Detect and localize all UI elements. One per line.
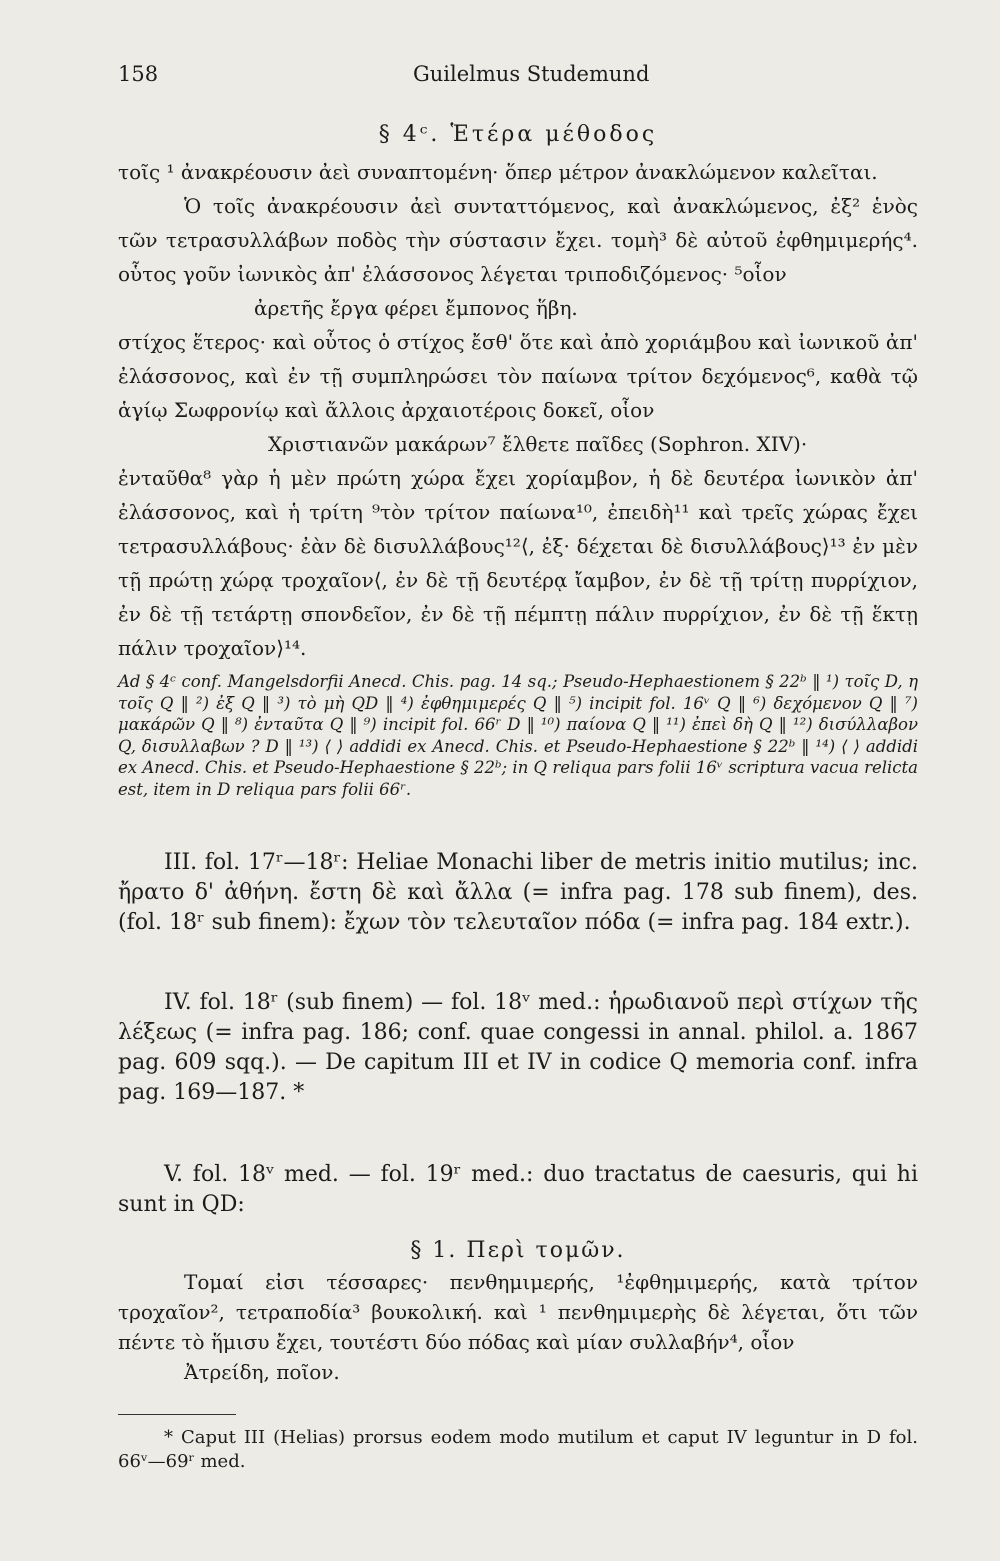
verse-quotation: ἀρετῆς ἔργα φέρει ἔμπονος ἥβη.: [254, 296, 578, 320]
verse-quotation: Ἀτρείδη, ποῖον.: [184, 1360, 340, 1384]
part-v: [118, 1160, 918, 1220]
footnote: [118, 1426, 918, 1474]
greek-paragraph: Ὁ τοῖς ἀνακρέουσιν ἀεὶ συνταττόμενος, καὶ ἀνακλώμενος, ἐξ² ἑνὸς τῶν τετρασυλλάβων ποδὸς τὴν σύστασιν ἔχει. τομὴ³ δὲ αὐτοῦ ἐφθημιμερής⁴. οὗτος γοῦν ἰωνικὸς ἀπ' ἐλάσσονος λέγεται τριποδιζόμενος· ⁵οἷον: [118, 194, 918, 286]
greek-paragraph: Τομαί εἰσι τέσσαρες· πενθημιμερής, ¹ἐφθημιμερής, κατὰ τρίτον τροχαῖον², τετραποδία³ βουκολική. καὶ ¹ πενθημιμερὴς δὲ λέγεται, ὅτι τῶν πέντε τὸ ἥμισυ ἔχει, τουτέστι δύο πόδας καὶ μίαν συλλαβήν⁴, οἷον: [118, 1270, 918, 1354]
apparatus-text: Ad § 4ᶜ conf. Mangelsdorfii Anecd. Chis. pag. 14 sq.; Pseudo-Hephaestionem § 22ᵇ ‖ ¹) τοῖς D, η τοῖς Q ‖ ²) ἐξ Q ‖ ³) τὸ μὴ QD ‖ ⁴) ἐφθημιμερές Q ‖ ⁵) incipit fol. 16ᵛ Q ‖ ⁶) δεχόμενον Q ‖ ⁷) μακάρῶν Q ‖ ⁸) ἐνταῦτα Q ‖ ⁹) incipit fol. 66ʳ D ‖ ¹⁰) παίονα Q ‖ ¹¹) ἐπεὶ δὴ Q ‖ ¹²) δισύλλαβον Q, δισυλλαβων ? D ‖ ¹³) ⟨ ⟩ addidi ex Anecd. Chis. et Pseudo-Hephaestione § 22ᵇ ‖ ¹⁴) ⟨ ⟩ addidi ex Anecd. Chis. et Pseudo-Hephaestione § 22ᵇ; in Q reliqua pars folii 16ᵛ scriptura vacua relicta est, item in D reliqua pars folii 66ʳ.: [118, 672, 919, 799]
part-iii-text: III. fol. 17ʳ—18ʳ: Heliae Monachi liber de metris initio mutilus; inc. ἤρατο δ' ἀθήνη. ἔστη δὲ καὶ ἄλλα (= infra pag. 178 sub finem), des. (fol. 18ʳ sub finem): ἔχων τὸν τελευταῖον πόδα (= infra pag. 184 extr.).: [118, 850, 918, 935]
part-v-text: V. fol. 18ᵛ med. — fol. 19ʳ med.: duo tractatus de caesuris, qui hi sunt in QD:: [118, 1162, 918, 1217]
section-1-title: § 1. Περὶ τομῶν.: [410, 1238, 626, 1263]
greek-line: τοῖς ¹ ἀνακρέουσιν ἀεὶ συναπτομένη· ὅπερ μέτρον ἀνακλώμενον καλεῖται.: [118, 160, 878, 184]
footnote-rule: [118, 1414, 236, 1415]
page-number: 158: [118, 62, 159, 86]
greek-paragraph: ἐνταῦθα⁸ γὰρ ἡ μὲν πρώτη χώρα ἔχει χορίαμβον, ἡ δὲ δευτέρα ἰωνικὸν ἀπ' ἐλάσσονος, καὶ ἡ τρίτη ⁹τὸν τρίτον παίωνα¹⁰, ἐπειδὴ¹¹ καὶ τρεῖς χώρας ἔχει τετρασυλλάβους· ἐὰν δὲ δισυλλάβους¹²⟨, ἐξ· δέχεται δὲ δισυλλάβους⟩¹³ ἐν μὲν τῇ πρώτῃ χώρᾳ τροχαῖον⟨, ἐν δὲ τῇ δευτέρᾳ ἴαμβον, ἐν δὲ τῇ τρίτῃ πυρρίχιον, ἐν δὲ τῇ τετάρτῃ σπονδεῖον, ἐν δὲ τῇ πέμπτῃ πάλιν πυρρίχιον, ἐν δὲ τῇ ἕκτῃ πάλιν τροχαῖον⟩¹⁴.: [118, 466, 918, 660]
section-4c: [118, 122, 918, 800]
part-iii: [118, 848, 918, 938]
section-1: [118, 1238, 918, 1387]
verse-quotation: Χριστιανῶν μακάρων⁷ ἔλθετε παῖδες (Sophron. XIV)·: [268, 432, 808, 456]
part-iv: [118, 988, 918, 1108]
part-iv-text: IV. fol. 18ʳ (sub finem) — fol. 18ᵛ med.: ἡρωδιανοῦ περὶ στίχων τῆς λέξεως (= infra pag. 186; conf. quae congessi in annal. philol. a. 1867 pag. 609 sqq.). — De capitum III et IV in codice Q memoria conf. infra pag. 169—187. *: [118, 990, 918, 1105]
section-4c-title: § 4ᶜ. Ἑτέρα μέθοδος: [378, 122, 658, 147]
greek-paragraph: στίχος ἕτερος· καὶ οὗτος ὁ στίχος ἔσθ' ὅτε καὶ ἀπὸ χοριάμβου καὶ ἰωνικοῦ ἀπ' ἐλάσσονος, καὶ ἐν τῇ συμπληρώσει τὸν παίωνα τρίτον δεχόμενος⁶, καθὰ τῷ ἁγίῳ Σωφρονίῳ καὶ ἄλλοις ἀρχαιοτέροις δοκεῖ, οἷον: [118, 330, 918, 422]
critical-apparatus: [118, 671, 918, 800]
page-header: [118, 62, 918, 92]
running-head: Guilelmus Studemund: [413, 62, 650, 86]
footnote-text: * Caput III (Helias) prorsus eodem modo mutilum et caput IV leguntur in D fol. 66ᵛ—69ʳ med.: [118, 1427, 918, 1472]
